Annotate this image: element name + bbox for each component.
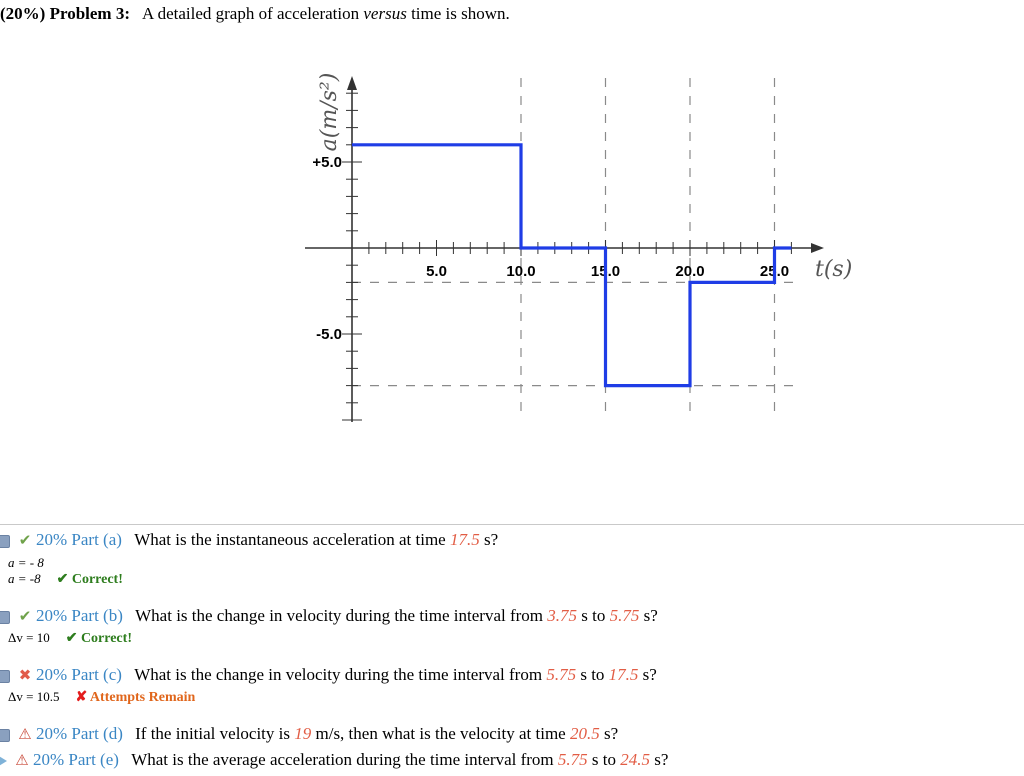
correct-feedback: ✔ Correct! (65, 631, 132, 646)
x-axis-title: t(s) (815, 257, 853, 282)
separator (0, 524, 1024, 525)
part-question: What is the average acceleration during the time interval from 5.75 s to 24.5 s? (131, 750, 669, 769)
problem-text-italic: versus (363, 4, 407, 23)
acceleration-series-line (352, 145, 791, 386)
part-a-row[interactable] (0, 530, 498, 550)
part-b-row[interactable] (0, 606, 658, 626)
warning-icon: ⚠ (15, 753, 29, 769)
expand-arrow-icon[interactable] (0, 755, 7, 767)
series-layer (352, 145, 791, 386)
part-weight: 20% (36, 724, 68, 743)
problem-weight: (20%) (0, 4, 46, 23)
correct-feedback: ✔ Correct! (56, 572, 123, 587)
y-axis-title: a(m/s²) (317, 72, 342, 152)
y-axis-arrowhead (347, 76, 357, 90)
part-question: If the initial velocity is 19 m/s, then what is the velocity at time 20.5 s? (135, 724, 619, 743)
x-tick-label: 20.0 (675, 263, 705, 280)
problem-title: Problem 3: (49, 4, 130, 23)
part-label: Part (a) (71, 530, 122, 549)
part-c-answer-line: Δv = 10.5 ✘ Attempts Remain (8, 689, 196, 705)
part-weight: 20% (33, 750, 65, 769)
collapse-toggle-icon[interactable] (0, 729, 10, 742)
check-icon: ✔ (18, 609, 32, 625)
warning-icon: ⚠ (18, 727, 32, 743)
check-icon: ✔ (18, 533, 32, 549)
x-tick-label: 10.0 (506, 263, 536, 280)
part-weight: 20% (36, 530, 68, 549)
part-label: Part (e) (68, 750, 119, 769)
collapse-toggle-icon[interactable] (0, 670, 10, 683)
part-label: Part (d) (71, 724, 123, 743)
collapse-toggle-icon[interactable] (0, 611, 10, 624)
attempts-remain-feedback: ✘ Attempts Remain (75, 690, 196, 705)
tick-marks (342, 93, 791, 420)
x-axis-arrowhead (811, 243, 824, 253)
collapse-toggle-icon[interactable] (0, 535, 10, 548)
part-d-row[interactable] (0, 724, 618, 744)
x-tick-label: 25.0 (759, 263, 790, 280)
part-weight: 20% (36, 665, 68, 684)
part-question: What is the change in velocity during the time interval from 5.75 s to 17.5 s? (134, 665, 657, 684)
part-e-row[interactable] (0, 750, 668, 770)
x-tick-label: 15.0 (590, 263, 621, 280)
x-tick-label: 5.0 (426, 263, 447, 280)
problem-text-before: A detailed graph of acceleration (142, 4, 360, 23)
part-label: Part (b) (71, 606, 123, 625)
part-label: Part (c) (71, 665, 122, 684)
part-c-row[interactable] (0, 665, 657, 685)
part-question: What is the instantaneous acceleration at time 17.5 s? (134, 530, 499, 549)
part-weight: 20% (36, 606, 68, 625)
y-tick-label: +5.0 (312, 154, 342, 171)
part-b-answer-line: Δv = 10 ✔ Correct! (8, 630, 132, 646)
part-question: What is the change in velocity during the time interval from 3.75 s to 5.75 s? (135, 606, 658, 625)
cross-icon: ✖ (18, 668, 32, 684)
part-a-submitted-answer: a = - 8 (8, 555, 44, 570)
problem-text-after: time is shown. (411, 4, 510, 23)
y-tick-label: -5.0 (316, 326, 342, 343)
part-a-answer-line: a = -8 ✔ Correct! (8, 571, 123, 587)
